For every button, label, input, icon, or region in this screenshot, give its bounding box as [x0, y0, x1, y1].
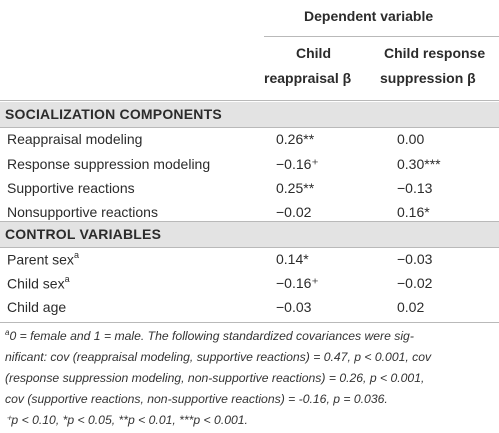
row-value-suppression: 0.30***: [397, 156, 441, 172]
col1-header-line2: reappraisal β: [264, 70, 352, 86]
section-title: CONTROL VARIABLES: [5, 226, 162, 242]
header-bottom-rule: [0, 100, 499, 101]
row-label: Response suppression modeling: [7, 156, 211, 172]
row-label-text: Parent sex: [7, 251, 74, 268]
col2-header-line2: suppression β: [380, 70, 476, 86]
row-label-text: Child sex: [7, 275, 65, 292]
footnote-a-line4: cov (supportive reactions, non-supportive reactions) = -0.16, p = 0.036.: [5, 392, 388, 406]
row-value-suppression: 0.02: [397, 299, 425, 315]
row-label: Reappraisal modeling: [7, 131, 143, 147]
row-label-superscript: a: [73, 250, 79, 260]
row-value-suppression: −0.02: [397, 275, 433, 291]
row-value-suppression: 0.16*: [397, 204, 430, 220]
header-divider: [264, 36, 499, 37]
row-label: Child age: [7, 299, 67, 315]
row-value-reappraisal: −0.02: [276, 204, 312, 220]
row-value-reappraisal: 0.26**: [276, 131, 315, 147]
dependent-variable-heading: Dependent variable: [304, 8, 434, 24]
row-value-reappraisal: 0.25**: [276, 180, 315, 196]
row-label: Nonsupportive reactions: [7, 204, 158, 220]
row-value-suppression: 0.00: [397, 131, 425, 147]
row-value-reappraisal: 0.14*: [276, 251, 309, 267]
footnote-a-line2: nificant: cov (reappraisal modeling, supportive reactions) = 0.47, p < 0.001, cov: [5, 350, 432, 364]
row-value-suppression: −0.03: [397, 251, 433, 267]
footnote-a-marker: a: [5, 328, 10, 337]
row-label: [7, 251, 79, 268]
row-label: Supportive reactions: [7, 180, 135, 196]
row-value-reappraisal: −0.16⁺: [276, 156, 319, 172]
section-rule: [0, 127, 499, 128]
footnote-significance: ⁺p < 0.10, *p < 0.05, **p < 0.01, ***p < 0.001.: [5, 413, 248, 427]
row-label: [7, 275, 70, 292]
row-value-reappraisal: −0.03: [276, 299, 312, 315]
section-rule: [0, 247, 499, 248]
col1-header-line1: Child: [296, 45, 331, 61]
section-socialization-components: [0, 102, 499, 127]
col2-header-line1: Child response: [384, 45, 486, 61]
section-title: SOCIALIZATION COMPONENTS: [5, 106, 222, 122]
row-value-reappraisal: −0.16⁺: [276, 275, 319, 291]
row-label-superscript: a: [64, 274, 70, 284]
section-control-variables: [0, 222, 499, 247]
row-value-suppression: −0.13: [397, 180, 433, 196]
footnote-a-line1: 0 = female and 1 = male. The following standardized covariances were sig-: [9, 329, 414, 343]
footnote-a-line3: (response suppression modeling, non-supportive reactions) = 0.26, p < 0.001,: [5, 371, 425, 385]
table-bottom-rule: [0, 322, 499, 323]
